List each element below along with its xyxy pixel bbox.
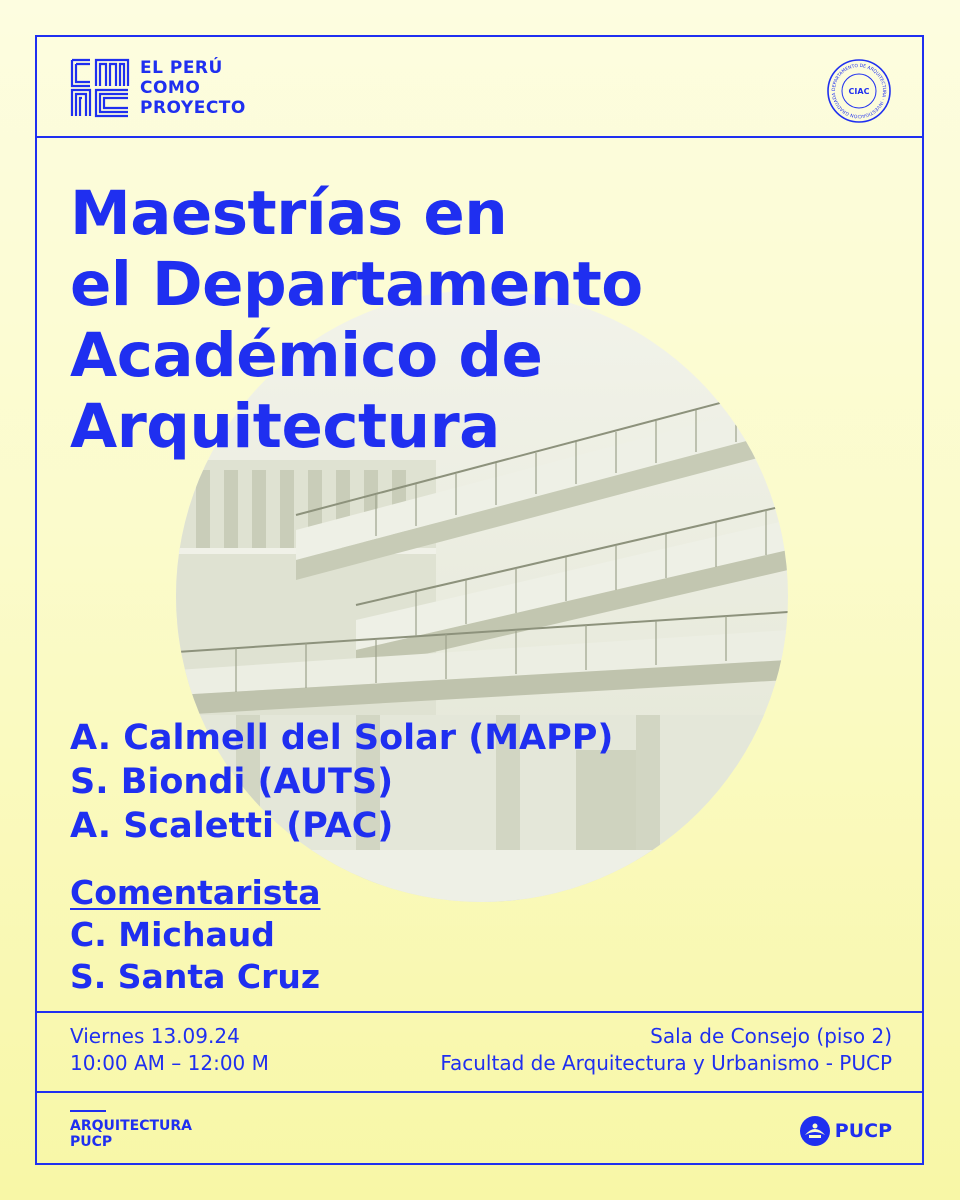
speaker-name: A. Calmell del Solar (MAPP) <box>70 718 614 758</box>
pucp-logo <box>799 1115 892 1147</box>
event-datetime <box>70 1023 269 1077</box>
commentators-list <box>70 872 320 998</box>
arq-line-2: PUCP <box>70 1134 113 1150</box>
event-room: Sala de Consejo (piso 2) <box>650 1024 892 1048</box>
logo-line-1: EL PERÚ <box>140 58 223 78</box>
info-divider <box>35 1011 924 1013</box>
el-peru-logo <box>70 58 246 118</box>
logo-line-3: PROYECTO <box>140 98 246 118</box>
event-title <box>70 178 643 462</box>
title-line: el Departamento <box>70 249 643 320</box>
speakers-list <box>70 716 613 848</box>
pucp-emblem-icon <box>799 1115 831 1147</box>
pucp-label: PUCP <box>834 1120 892 1142</box>
arq-line-1: ARQUITECTURA <box>70 1118 193 1134</box>
event-date: Viernes 13.09.24 <box>70 1024 240 1048</box>
ciac-seal-icon <box>826 58 892 124</box>
title-line: Académico de <box>70 320 543 391</box>
event-location <box>440 1023 892 1077</box>
event-venue: Facultad de Arquitectura y Urbanismo - PUCP <box>440 1051 892 1075</box>
title-line: Arquitectura <box>70 391 500 462</box>
event-time: 10:00 AM – 12:00 M <box>70 1051 269 1075</box>
arquitectura-pucp-logo <box>70 1110 192 1150</box>
commentator-name: C. Michaud <box>70 915 275 954</box>
header-divider <box>35 136 924 138</box>
title-line: Maestrías en <box>70 178 508 249</box>
arquitectura-logo-bar <box>70 1110 106 1112</box>
seal-label: CIAC <box>848 87 870 96</box>
logo-line-2: COMO <box>140 78 201 98</box>
commentator-name: S. Santa Cruz <box>70 957 321 996</box>
el-peru-logo-icon <box>70 58 130 118</box>
commentators-heading: Comentarista <box>70 873 321 912</box>
speaker-name: A. Scaletti (PAC) <box>70 806 394 846</box>
footer-divider <box>35 1091 924 1093</box>
seal-ring-text: DEPARTAMENTO DE ARQUITECTURA · INVESTIGACIÓN GRADUADA <box>831 63 887 119</box>
speaker-name: S. Biondi (AUTS) <box>70 762 394 802</box>
